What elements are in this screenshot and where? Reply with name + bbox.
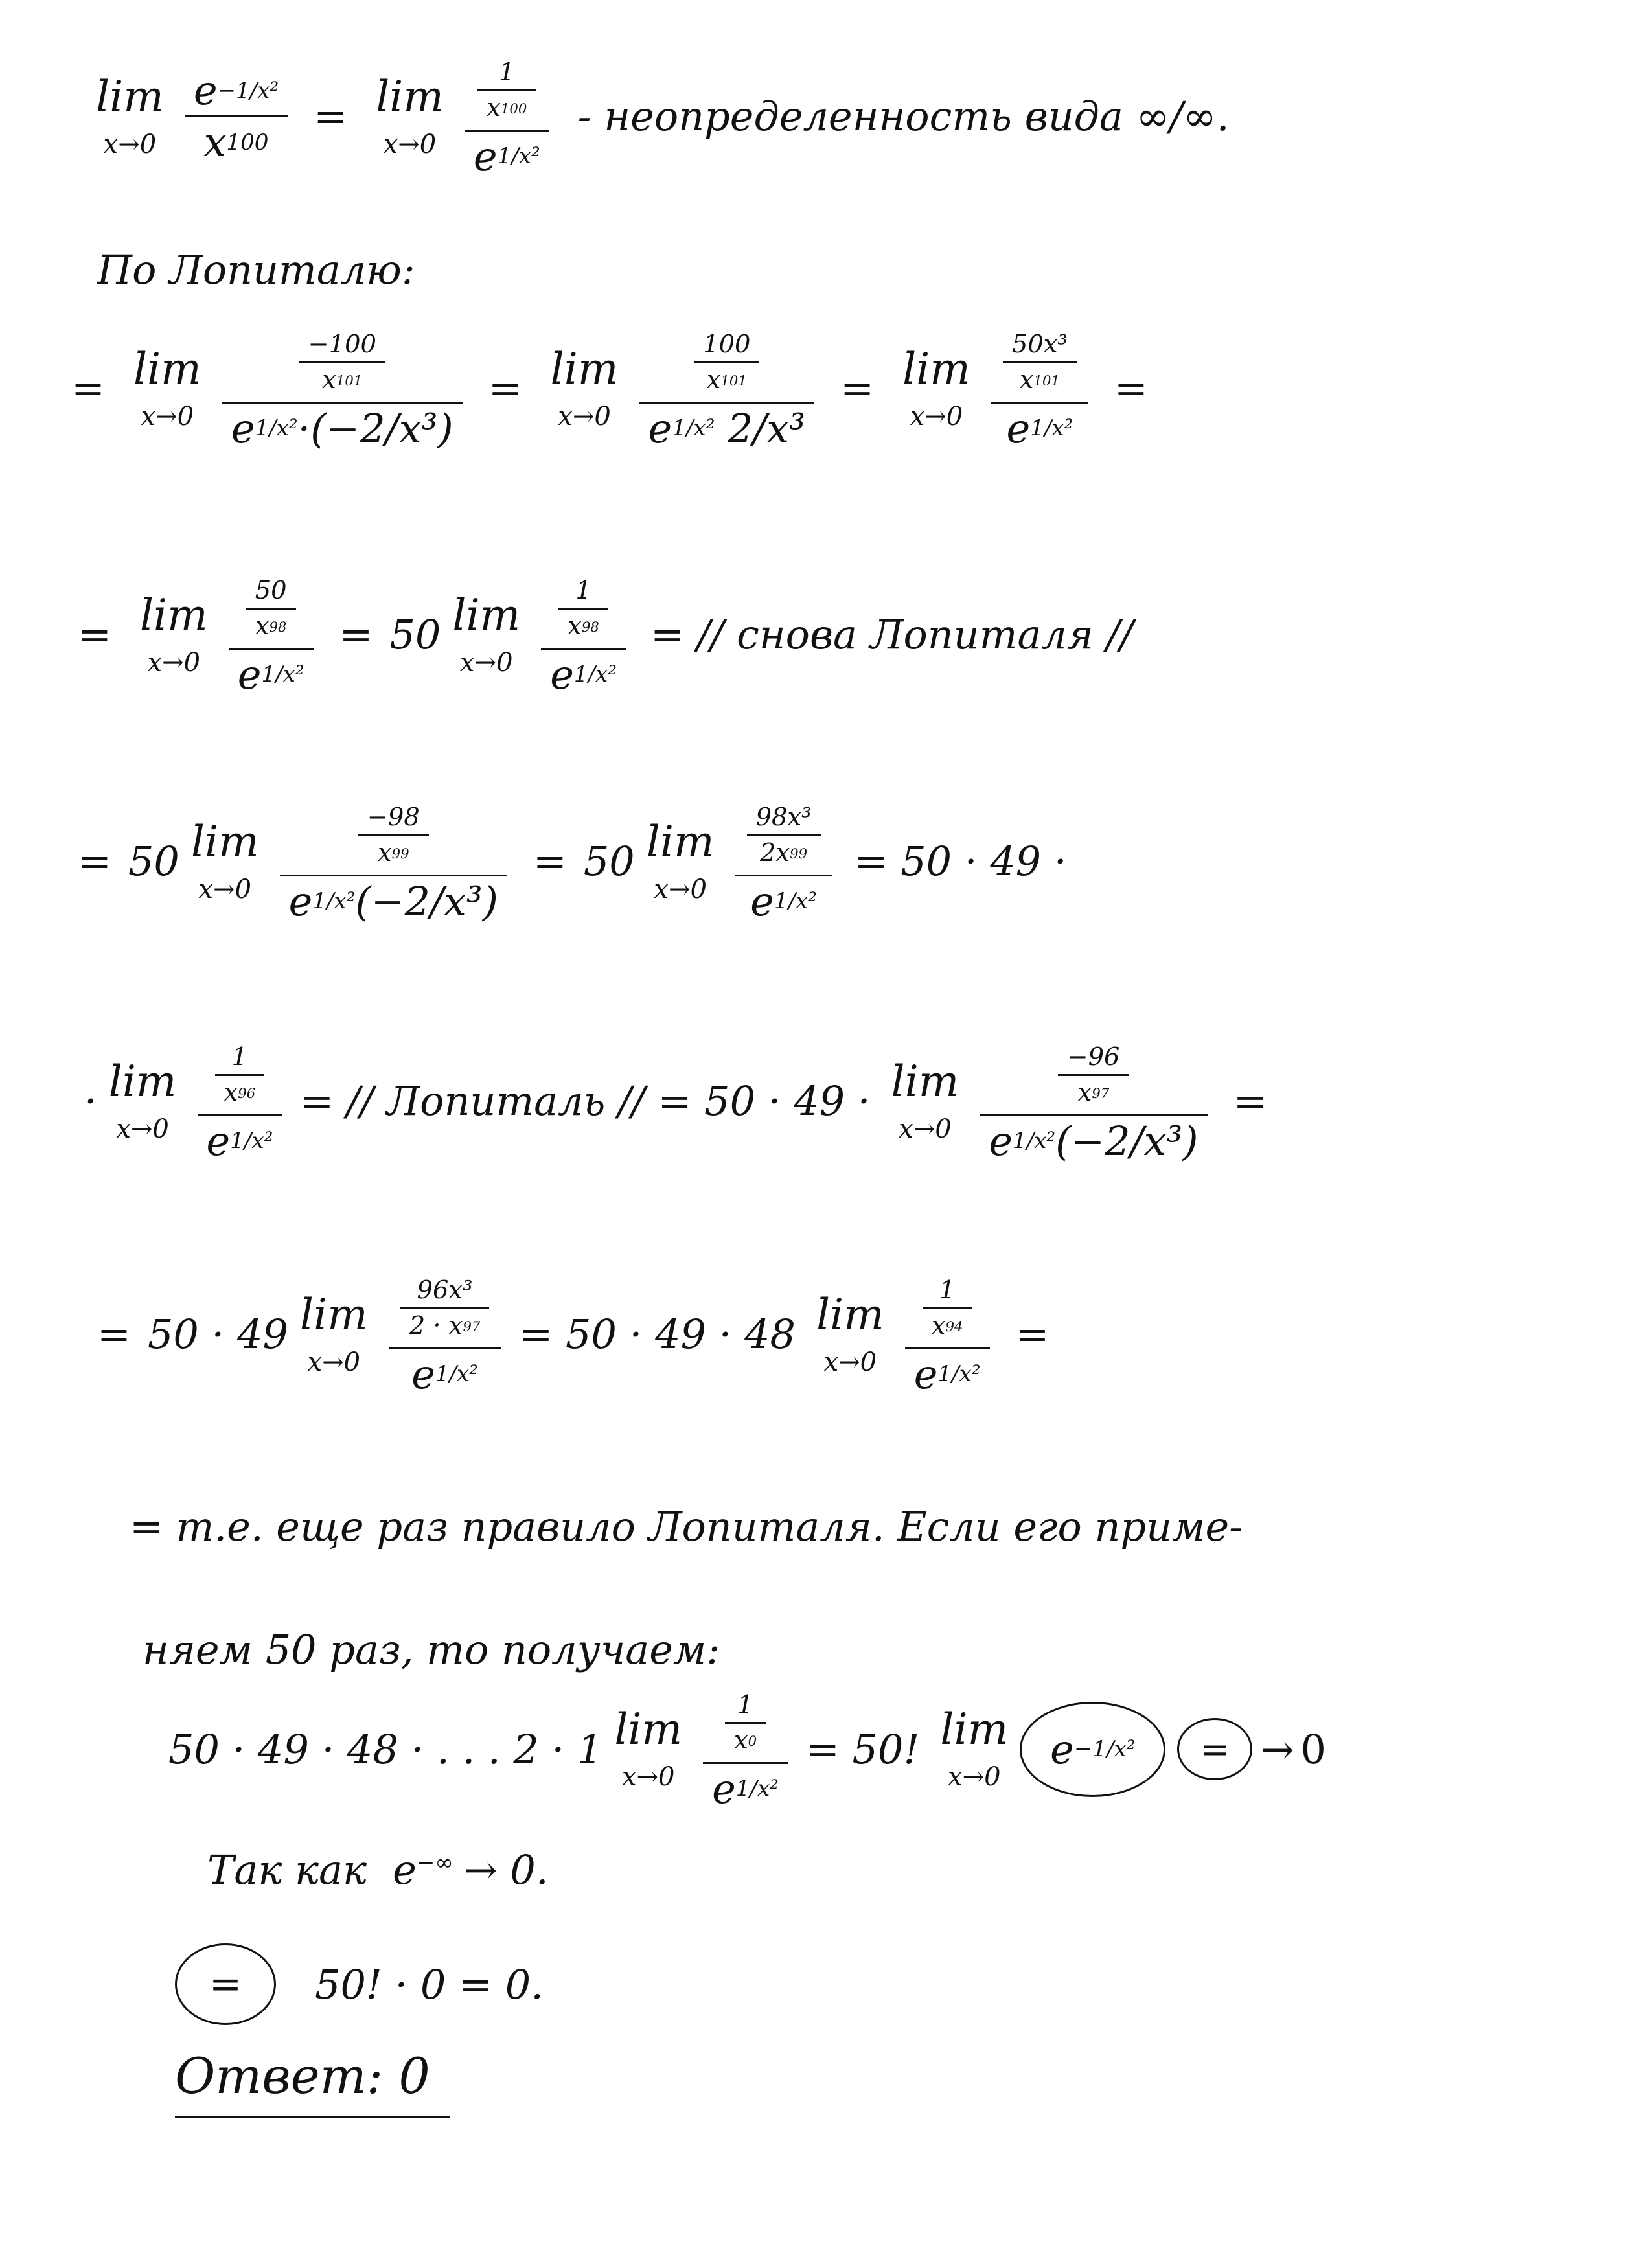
limit: lim x→0 [614,1704,683,1792]
row-13 [0,2047,1652,2118]
limit: lim x→0 [299,1289,368,1377]
limit: lim x→0 [940,1704,1009,1792]
limit: lim x→0 [133,343,201,431]
equals: = [314,93,348,141]
limit: lim x→0 [550,343,619,431]
fraction: 1 x 96 e 1/x² [198,1037,282,1166]
fraction: 50x³ x 101 e 1/x² [991,324,1088,453]
row-10: 50 · 49 · 48 · . . . 2 · 1 lim x→0 1 x 0 e 1/x² = 50! lim x→0 e −1/x² = → 0 [0,1658,1652,1840]
fraction: e −1/x² x 100 [185,65,288,167]
circled-exponential: e −1/x² [1020,1702,1165,1797]
limit-2: lim x→0 [376,71,444,159]
arrow-result: = → 0 [1177,1718,1325,1780]
fraction: 100 x 101 e 1/x² 2/x³ [639,324,814,453]
limit: lim x→0 [452,590,521,678]
row-2 [0,246,1652,293]
fraction: 1 x 98 e 1/x² [541,570,626,700]
row-12: = 50! · 0 = 0. [0,1943,1652,2025]
limit: lim x→0 [902,343,970,431]
limit: lim x→0 [108,1056,177,1144]
lhopital-again-note: = // снова Лопиталя // [650,611,1134,659]
fraction: −96 x 97 e 1/x² (−2/x³) [980,1037,1207,1166]
row-11: Так как e−∞ → 0. [207,1846,549,1894]
limit: lim x→0 [891,1056,959,1144]
fraction: 1 x 100 e 1/x² [465,52,549,181]
explanation-line-2: няем 50 раз, то получаем: [143,1626,720,1673]
lhopital-note: = // Лопиталь // = 50 · 49 · [300,1077,871,1125]
row-4: = lim x→0 50 x 98 e 1/x² = 50 lim x→0 1 x 98 e 1/x² = // снова Лопиталя // [0,570,1652,700]
fraction: −100 x 101 e 1/x² ·(−2/x³) [222,324,463,453]
row-5: = 50 lim x→0 −98 x 99 e 1/x² (−2/x³) = 50 lim x→0 98x³ 2x 99 e 1/x² = 50 · 49 · [0,797,1652,926]
fraction: 50 x 98 e 1/x² [229,570,314,700]
limit: lim x→0 [816,1289,884,1377]
fraction: 98x³ 2x 99 e 1/x² [735,797,832,926]
fraction: 96x³ 2 · x 97 e 1/x² [389,1270,501,1399]
explanation-line-1: = т.е. еще раз правило Лопиталя. Если его приме- [130,1503,1243,1550]
row-3: = lim x→0 −100 x 101 e 1/x² ·(−2/x³) = lim x→0 100 x 101 e 1/x² 2/x³ = lim x→0 50x³ x 101 e 1/x² = [0,324,1652,453]
circled-equals: = [1177,1718,1252,1780]
row-1 [0,52,1652,181]
fraction: −98 x 99 e 1/x² (−2/x³) [280,797,507,926]
fraction: 1 x 94 e 1/x² [905,1270,990,1399]
limit: lim x→0 [646,816,715,904]
row-6: · lim x→0 1 x 96 e 1/x² = // Лопиталь // = 50 · 49 · lim x→0 −96 x 97 e 1/x² (−2/x³) = [0,1037,1652,1166]
row-7: = 50 · 49 lim x→0 96x³ 2 · x 97 e 1/x² = 50 · 49 · 48 lim x→0 1 x 94 e 1/x² = [0,1270,1652,1399]
answer: Ответ: 0 [175,2047,450,2118]
row-8 [0,1503,1652,1550]
fraction: 1 x 0 e 1/x² [703,1684,788,1814]
lhopital-heading: По Лопиталю: [97,246,415,293]
indeterminate-note: - неопределенность вида ∞/∞. [577,93,1230,141]
circled-equals: = [175,1943,276,2025]
limit: lim x→0 [190,816,259,904]
limit: lim x→0 [139,590,208,678]
limit-1: lim x→0 [96,71,164,159]
